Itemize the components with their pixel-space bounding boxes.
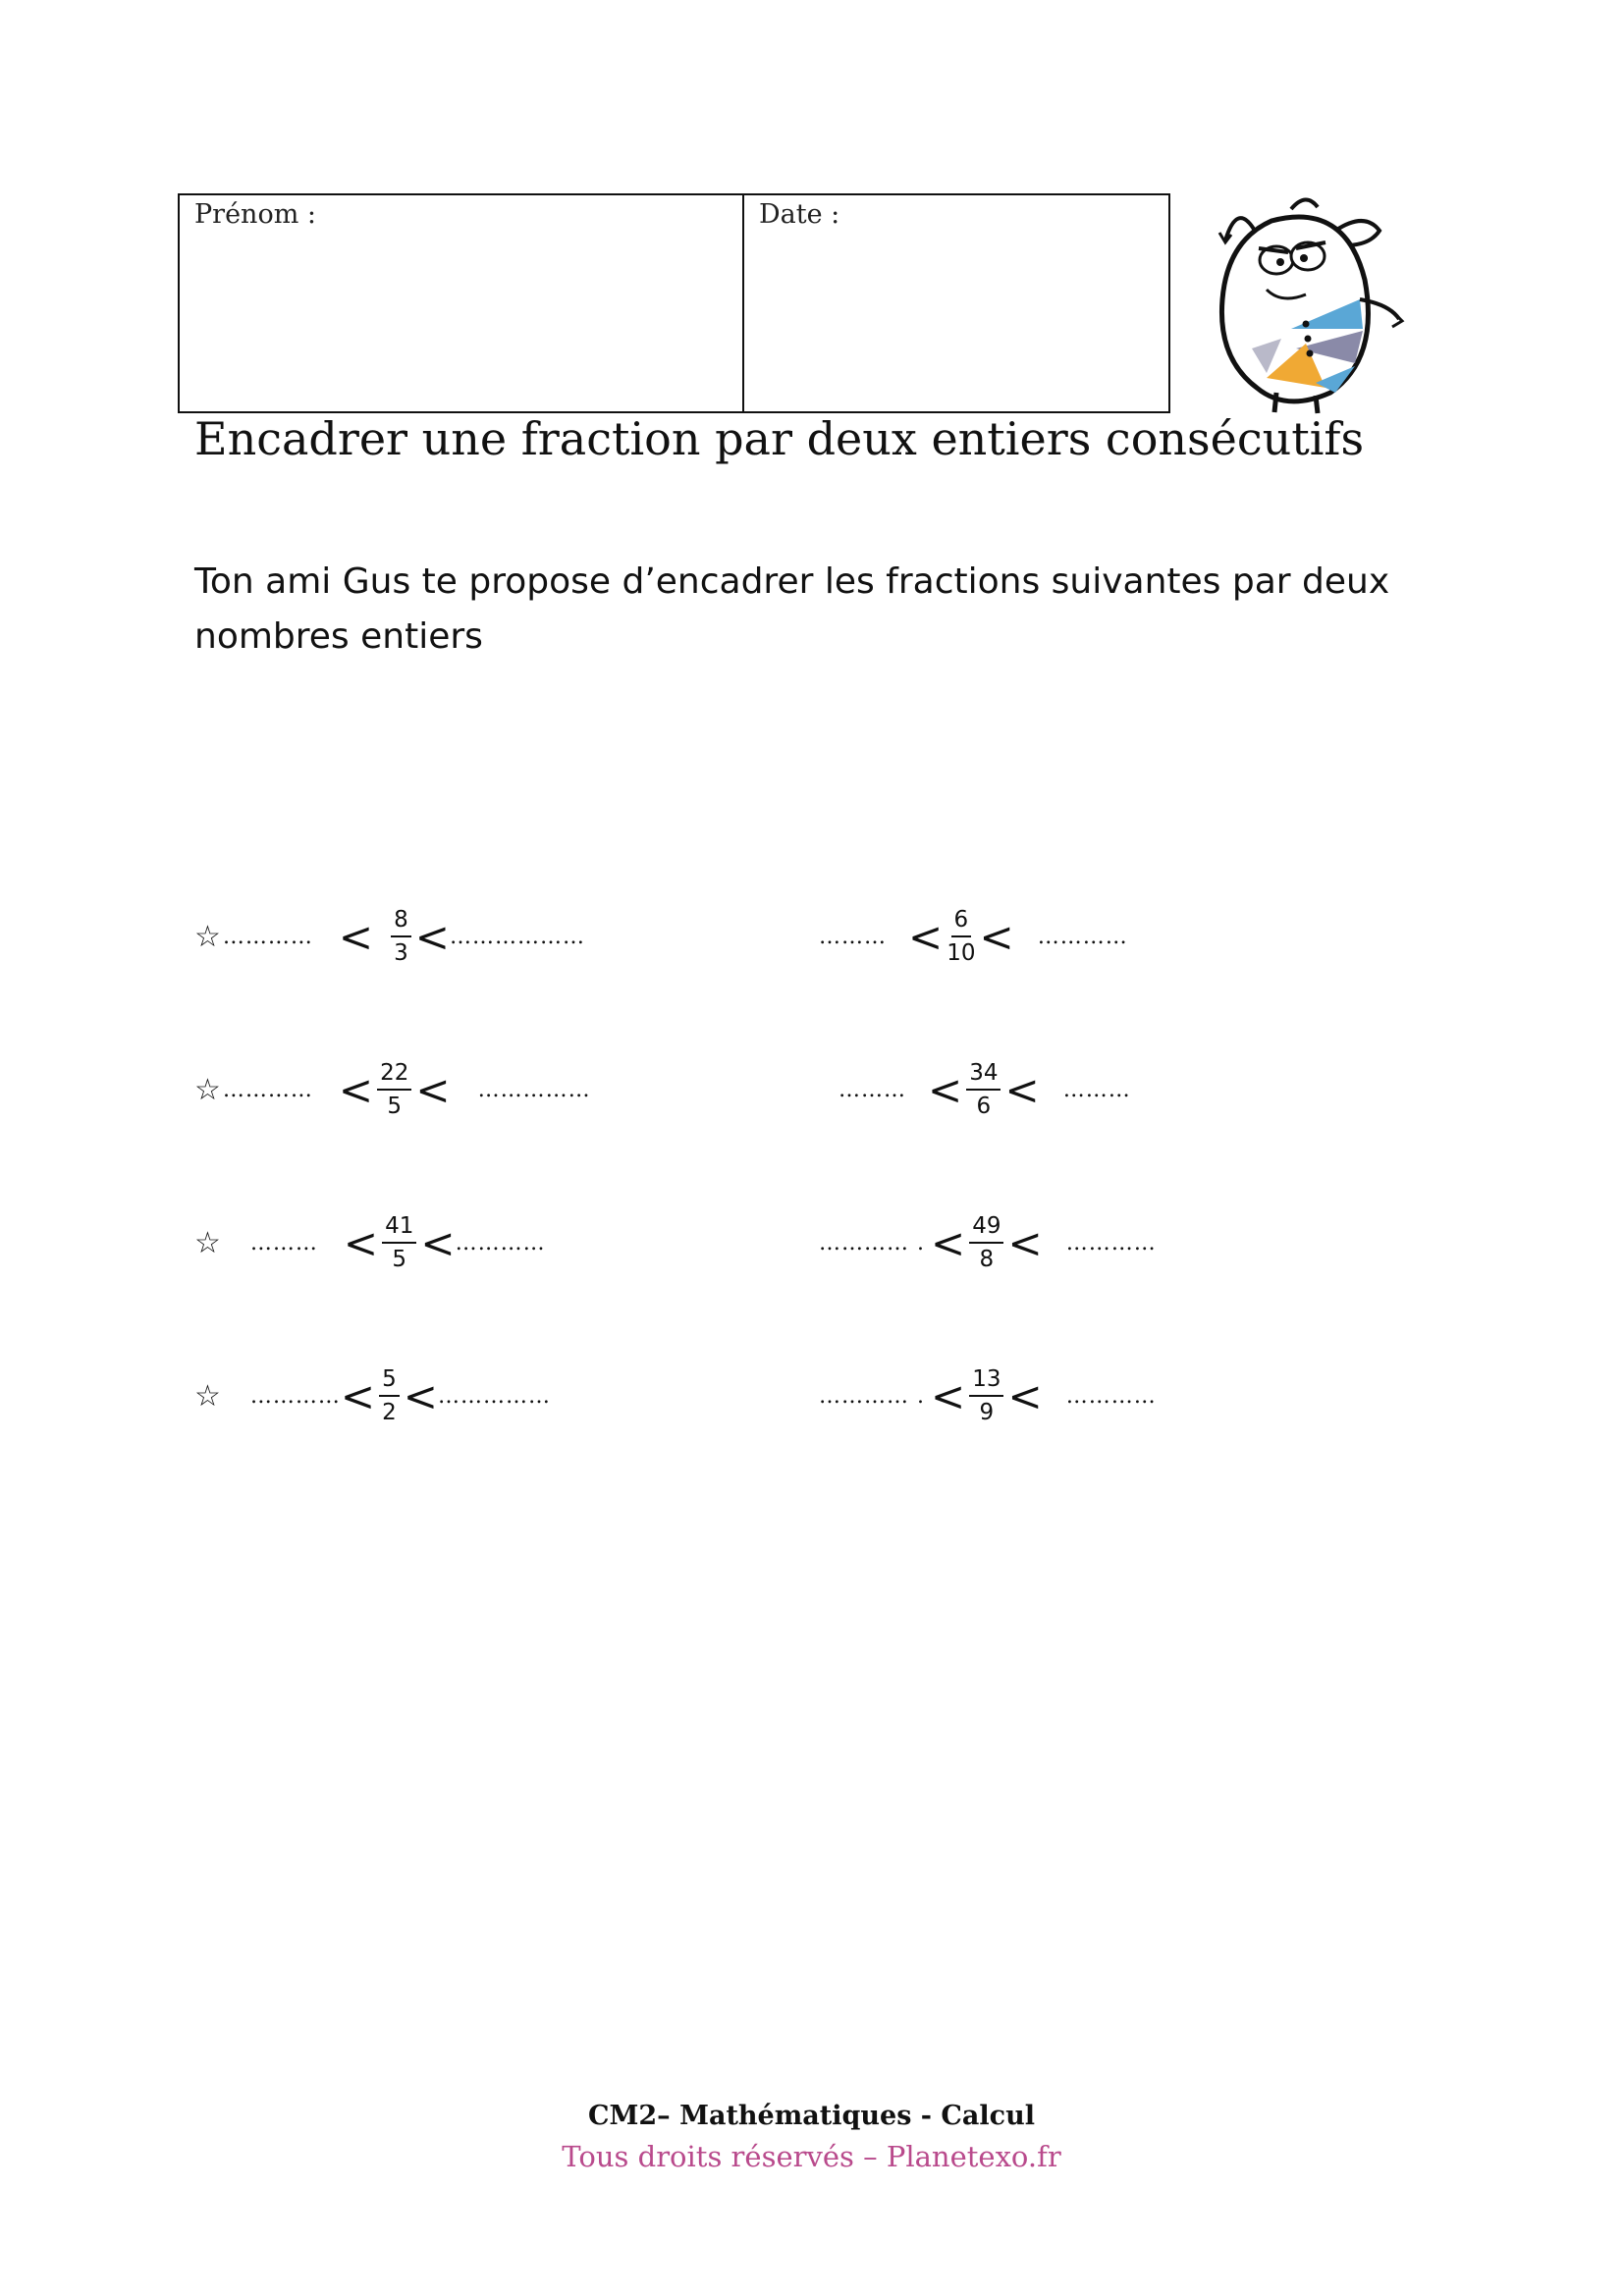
upper-bound-blank[interactable]: …………… <box>477 1077 591 1102</box>
less-than-sign: < <box>979 912 1014 961</box>
less-than-sign: < <box>1007 1371 1043 1420</box>
exercise-4 <box>837 1050 1131 1129</box>
exercise-5 <box>194 1203 546 1282</box>
fraction-numerator: 6 <box>951 906 972 937</box>
exercise-2 <box>817 897 1128 976</box>
fraction-numerator: 22 <box>377 1059 411 1091</box>
fraction <box>969 1365 1003 1426</box>
less-than-sign: < <box>403 1371 438 1420</box>
exercise-3 <box>194 1050 591 1129</box>
fraction-denominator: 8 <box>979 1247 995 1272</box>
less-than-sign: < <box>414 912 450 961</box>
lower-bound-blank[interactable]: ………… . <box>819 1383 925 1409</box>
name-cell[interactable] <box>180 195 744 411</box>
star-icon: ☆ <box>194 1378 221 1414</box>
less-than-sign: < <box>340 1371 376 1420</box>
fraction-numerator: 41 <box>382 1212 416 1244</box>
star-icon: ☆ <box>194 1225 221 1260</box>
less-than-sign: < <box>338 912 374 961</box>
fraction-numerator: 8 <box>391 906 411 937</box>
star-icon: ☆ <box>194 919 221 954</box>
fraction-denominator: 6 <box>976 1094 992 1119</box>
upper-bound-blank[interactable]: ………… <box>1037 924 1128 949</box>
lower-bound-blank[interactable]: ……… <box>249 1230 318 1255</box>
less-than-sign: < <box>931 1371 966 1420</box>
less-than-sign: < <box>338 1065 374 1114</box>
fraction-numerator: 34 <box>966 1059 1001 1091</box>
upper-bound-blank[interactable]: ……………… <box>449 924 585 949</box>
exercise-6 <box>817 1203 1157 1282</box>
date-cell[interactable] <box>744 195 1168 411</box>
lower-bound-blank[interactable]: ………… <box>249 1383 341 1409</box>
instructions-line-2: nombres entiers <box>194 616 483 657</box>
upper-bound-blank[interactable]: ………… <box>1065 1230 1157 1255</box>
fraction <box>377 1059 411 1120</box>
fraction-denominator: 2 <box>382 1400 397 1425</box>
footer-subject: CM2– Mathématiques - Calcul <box>588 2101 1035 2131</box>
fraction-denominator: 10 <box>947 940 976 966</box>
lower-bound-blank[interactable]: ………… <box>222 924 313 949</box>
lower-bound-blank[interactable]: ……… <box>839 1077 906 1102</box>
fraction-numerator: 49 <box>969 1212 1003 1244</box>
date-label: Date : <box>759 199 840 230</box>
instructions-line-1: Ton ami Gus te propose d’encadrer les fractions suivantes par deux <box>194 561 1390 602</box>
fraction <box>966 1059 1001 1120</box>
fraction-denominator: 5 <box>387 1094 403 1119</box>
lower-bound-blank[interactable]: ………… . <box>819 1230 925 1255</box>
fraction <box>379 1365 400 1426</box>
fraction <box>382 1212 416 1273</box>
star-icon: ☆ <box>194 1072 221 1107</box>
page-title: Encadrer une fraction par deux entiers consécutifs <box>194 412 1365 465</box>
name-label: Prénom : <box>194 199 316 230</box>
fraction <box>947 906 975 967</box>
lower-bound-blank[interactable]: ……… <box>819 924 887 949</box>
fraction-numerator: 5 <box>379 1365 400 1397</box>
upper-bound-blank[interactable]: …………… <box>437 1383 551 1409</box>
footer-copyright: Tous droits réservés – Planetexo.fr <box>562 2140 1061 2173</box>
exercise-7 <box>194 1357 551 1435</box>
fraction <box>391 906 411 967</box>
exercise-8 <box>817 1357 1157 1435</box>
fraction-numerator: 13 <box>969 1365 1003 1397</box>
less-than-sign: < <box>420 1218 456 1267</box>
instructions <box>194 555 1432 665</box>
student-info-table <box>178 193 1170 413</box>
upper-bound-blank[interactable]: ………… <box>1065 1383 1157 1409</box>
upper-bound-blank[interactable]: ………… <box>455 1230 546 1255</box>
sheep-mascot-icon <box>1198 191 1409 417</box>
less-than-sign: < <box>1004 1065 1040 1114</box>
exercise-1 <box>194 897 585 976</box>
less-than-sign: < <box>928 1065 963 1114</box>
less-than-sign: < <box>415 1065 451 1114</box>
less-than-sign: < <box>343 1218 379 1267</box>
fraction-denominator: 3 <box>394 940 408 966</box>
less-than-sign: < <box>1007 1218 1043 1267</box>
lower-bound-blank[interactable]: ………… <box>222 1077 313 1102</box>
less-than-sign: < <box>931 1218 966 1267</box>
less-than-sign: < <box>908 912 944 961</box>
fraction-denominator: 9 <box>979 1400 995 1425</box>
fraction-denominator: 5 <box>392 1247 407 1272</box>
upper-bound-blank[interactable]: ……… <box>1062 1077 1131 1102</box>
fraction <box>969 1212 1003 1273</box>
